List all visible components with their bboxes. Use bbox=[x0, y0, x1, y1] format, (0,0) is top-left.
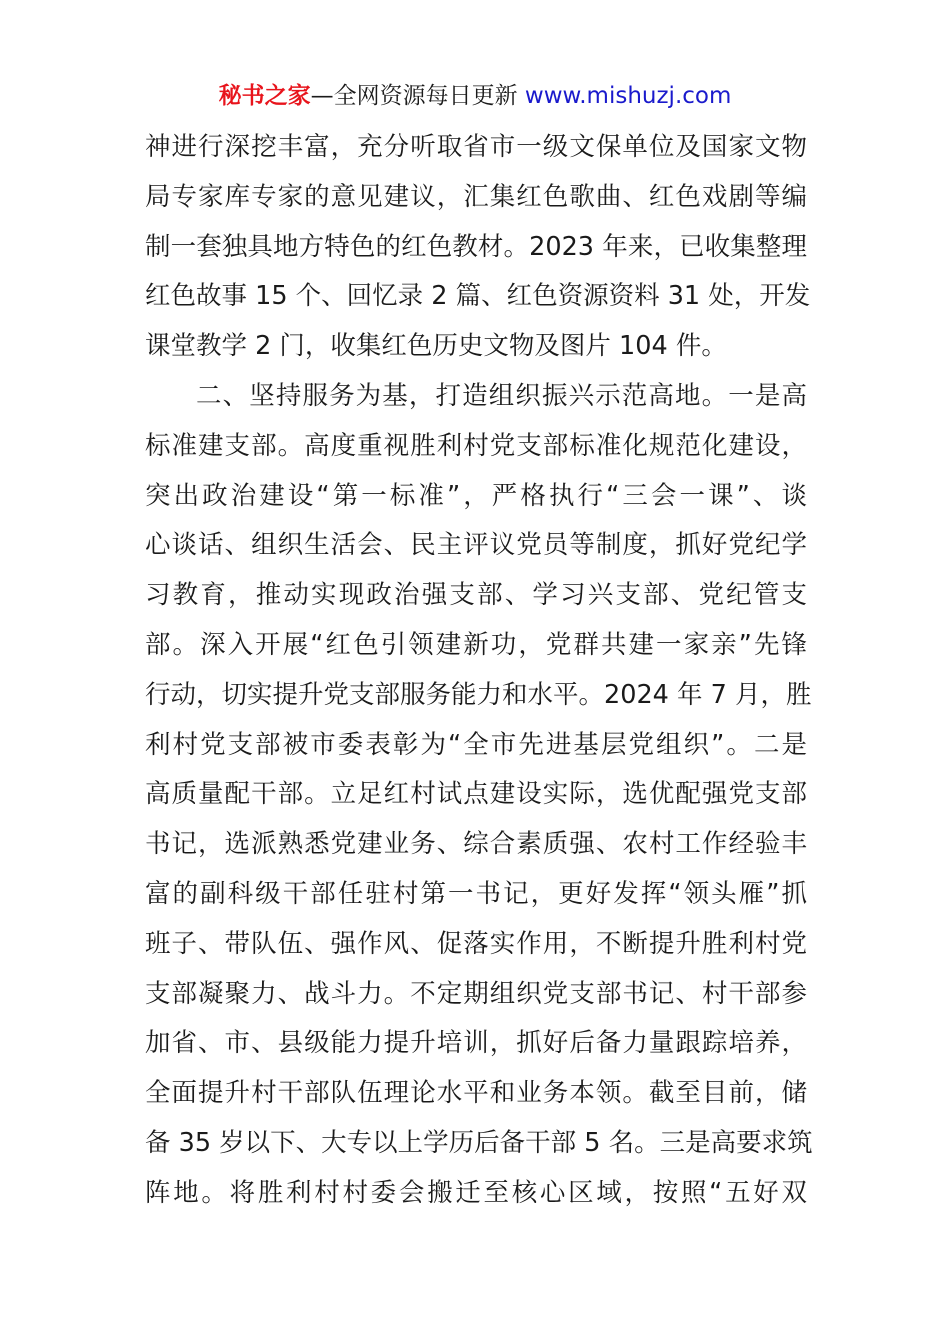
text-line: 突出政治建设“第一标准”，严格执行“三会一课”、谈 bbox=[145, 480, 807, 511]
site-brand: 秘书之家 bbox=[218, 83, 311, 109]
text-line: 局专家库专家的意见建议，汇集红色歌曲、红色戏剧等编 bbox=[145, 181, 807, 212]
text-line: 课堂教学 2 门，收集红色历史文物及图片 104 件。 bbox=[145, 331, 727, 362]
text-line: 支部凝聚力、战斗力。不定期组织党支部书记、村干部参 bbox=[145, 978, 807, 1009]
site-header bbox=[0, 78, 950, 114]
text-line: 加省、市、县级能力提升培训，抓好后备力量跟踪培养， bbox=[145, 1028, 807, 1059]
text-line: 高质量配干部。立足红村试点建设实际，选优配强党支部 bbox=[145, 779, 807, 810]
site-url-link[interactable]: www.mishuzj.com bbox=[524, 83, 732, 109]
text-line: 心谈话、组织生活会、民主评议党员等制度，抓好党纪学 bbox=[145, 530, 807, 561]
text-line: 书记，选派熟悉党建业务、综合素质强、农村工作经验丰 bbox=[145, 829, 807, 860]
text-line: 行动，切实提升党支部服务能力和水平。2024 年 7 月，胜 bbox=[145, 679, 812, 710]
section-heading-line: 二、坚持服务为基，打造组织振兴示范高地。一是高 bbox=[196, 380, 807, 411]
text-line: 标准建支部。高度重视胜利村党支部标准化规范化建设， bbox=[145, 430, 807, 461]
text-line: 班子、带队伍、强作风、促落实作用，不断提升胜利村党 bbox=[145, 928, 807, 959]
text-line: 利村党支部被市委表彰为“全市先进基层党组织”。二是 bbox=[145, 729, 807, 760]
text-line: 神进行深挖丰富，充分听取省市一级文保单位及国家文物 bbox=[145, 132, 807, 162]
text-line: 全面提升村干部队伍理论水平和业务本领。截至目前，储 bbox=[145, 1078, 807, 1109]
document-body bbox=[145, 123, 813, 1219]
text-line: 制一套独具地方特色的红色教材。2023 年来，已收集整理 bbox=[145, 231, 807, 262]
text-line: 红色故事 15 个、回忆录 2 篇、红色资源资料 31 处，开发 bbox=[145, 281, 811, 312]
site-tagline: —全网资源每日更新 bbox=[310, 83, 518, 109]
text-line: 阵地。将胜利村村委会搬迁至核心区域，按照“五好双 bbox=[145, 1177, 807, 1208]
text-line: 备 35 岁以下、大专以上学历后备干部 5 名。三是高要求筑 bbox=[145, 1127, 813, 1158]
text-line: 富的副科级干部任驻村第一书记，更好发挥“领头雁”抓 bbox=[145, 878, 807, 909]
text-line: 部。深入开展“红色引领建新功，党群共建一家亲”先锋 bbox=[145, 629, 807, 660]
text-line: 习教育，推动实现政治强支部、学习兴支部、党纪管支 bbox=[145, 580, 807, 611]
